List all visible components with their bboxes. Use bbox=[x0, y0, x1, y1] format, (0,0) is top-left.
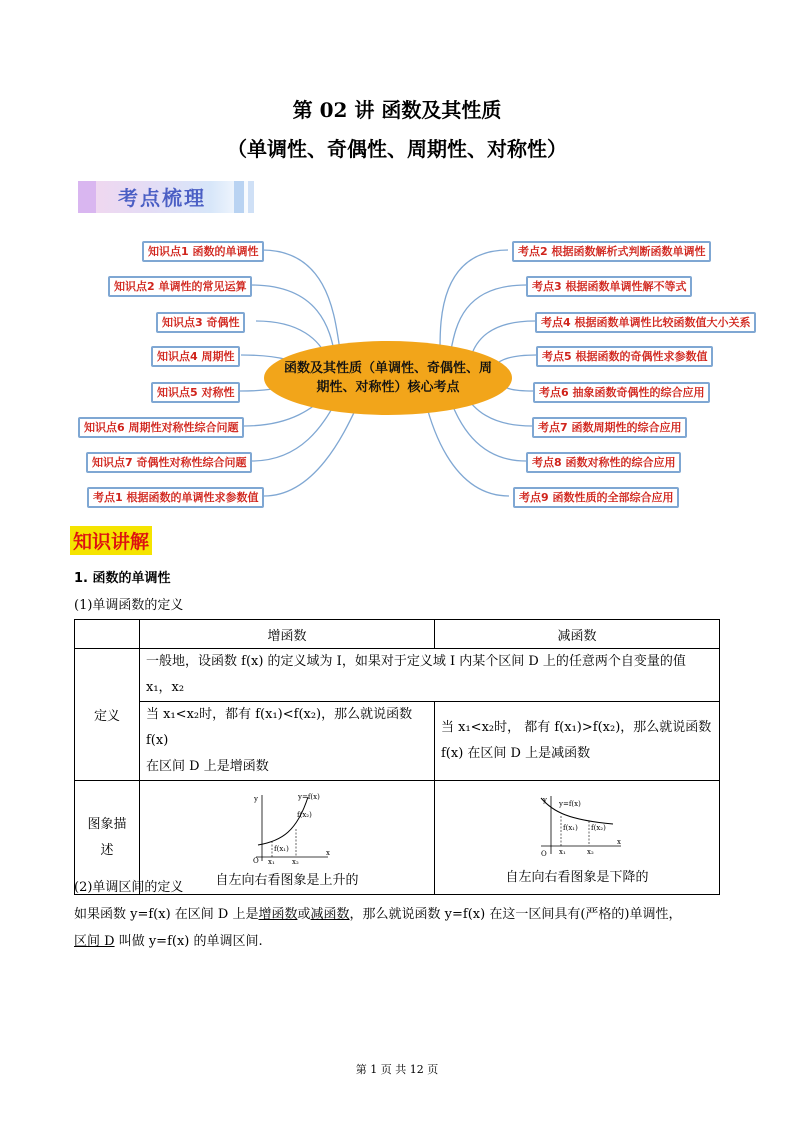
svg-text:f(x₁): f(x₁) bbox=[563, 824, 578, 832]
sub-heading-interval: (2)单调区间的定义 bbox=[74, 880, 184, 895]
definition-decreasing: 当 x₁<x₂时， 都有 f(x₁)>f(x₂)，那么就说函数 f(x) 在区间 D 上是减函数 bbox=[435, 702, 720, 781]
svg-text:f(x₁): f(x₁) bbox=[274, 845, 289, 853]
svg-text:x: x bbox=[326, 849, 330, 857]
caption-increasing: 自左向右看图象是上升的 bbox=[215, 873, 359, 888]
mindmap-right-7: 考点8 函数对称性的综合应用 bbox=[526, 452, 681, 473]
mindmap-right-1: 考点2 根据函数解析式判断函数单调性 bbox=[512, 241, 711, 262]
mindmap-right-6: 考点7 函数周期性的综合应用 bbox=[532, 417, 687, 438]
svg-text:y=f(x): y=f(x) bbox=[559, 800, 581, 808]
mindmap-left-3: 知识点3 奇偶性 bbox=[156, 312, 245, 333]
definition-table bbox=[74, 619, 720, 895]
mindmap-left-6: 知识点6 周期性对称性综合问题 bbox=[78, 417, 244, 438]
mindmap-left-2: 知识点2 单调性的常见运算 bbox=[108, 276, 252, 297]
page-footer: 第 1 页 共 12 页 bbox=[355, 1063, 439, 1076]
table-corner bbox=[75, 620, 140, 649]
caption-decreasing: 自左向右看图象是下降的 bbox=[505, 870, 649, 885]
row-label-definition: 定义 bbox=[75, 649, 140, 781]
definition-increasing: 当 x₁<x₂时，都有 f(x₁)<f(x₂)，那么就说函数 f(x) 在区间 D 上是增函数 bbox=[140, 702, 435, 781]
mindmap-right-3: 考点4 根据函数单调性比较函数值大小关系 bbox=[535, 312, 756, 333]
section-banner bbox=[78, 181, 260, 213]
mindmap-right-4: 考点5 根据函数的奇偶性求参数值 bbox=[536, 346, 713, 367]
decreasing-graph bbox=[529, 794, 625, 860]
svg-text:O: O bbox=[253, 857, 259, 865]
svg-text:x₂: x₂ bbox=[587, 848, 594, 856]
mindmap-left-7: 知识点7 奇偶性对称性综合问题 bbox=[86, 452, 252, 473]
page-title: 第 02 讲 函数及其性质 bbox=[292, 98, 502, 122]
col-header-increasing: 增函数 bbox=[140, 620, 435, 649]
page-subtitle: （单调性、奇偶性、周期性、对称性） bbox=[227, 137, 567, 161]
heading-monotonicity: 1. 函数的单调性 bbox=[74, 571, 171, 586]
svg-text:x₁: x₁ bbox=[268, 858, 275, 865]
banner-label: 考点梳理 bbox=[118, 186, 206, 210]
section-tag: 知识讲解 bbox=[70, 526, 152, 555]
mindmap-right-2: 考点3 根据函数单调性解不等式 bbox=[526, 276, 692, 297]
svg-text:x₁: x₁ bbox=[559, 848, 566, 856]
mindmap-right-5: 考点6 抽象函数奇偶性的综合应用 bbox=[533, 382, 710, 403]
row-label-graph: 图象描 述 bbox=[75, 781, 140, 895]
graph-cell-increasing bbox=[140, 781, 435, 895]
svg-text:f(x₂): f(x₂) bbox=[297, 811, 312, 819]
definition-common: 一般地，设函数 f(x) 的定义域为 I，如果对于定义域 I 内某个区间 D 上的任意两个自变量的值 x₁，x₂ bbox=[140, 649, 720, 702]
svg-text:x: x bbox=[617, 838, 621, 846]
interval-paragraph-2: 区间 D 叫做 y=f(x) 的单调区间. bbox=[74, 934, 263, 949]
increasing-graph bbox=[242, 791, 332, 865]
mindmap-left-4: 知识点4 周期性 bbox=[151, 346, 240, 367]
svg-text:O: O bbox=[541, 850, 547, 858]
mindmap-right-8: 考点9 函数性质的全部综合应用 bbox=[513, 487, 679, 508]
mindmap-left-8: 考点1 根据函数的单调性求参数值 bbox=[87, 487, 264, 508]
svg-text:y=f(x): y=f(x) bbox=[298, 793, 320, 801]
svg-text:x₂: x₂ bbox=[292, 858, 299, 865]
interval-paragraph-1: 如果函数 y=f(x) 在区间 D 上是增函数或减函数，那么就说函数 y=f(x) 在这一区间具有(严格的)单调性， bbox=[74, 907, 682, 922]
col-header-decreasing: 减函数 bbox=[435, 620, 720, 649]
svg-text:f(x₂): f(x₂) bbox=[591, 824, 606, 832]
graph-cell-decreasing bbox=[435, 781, 720, 895]
mindmap-left-5: 知识点5 对称性 bbox=[151, 382, 240, 403]
svg-text:y: y bbox=[254, 795, 258, 803]
svg-text:y: y bbox=[543, 796, 547, 804]
sub-heading-definition: (1)单调函数的定义 bbox=[74, 598, 184, 613]
mindmap-center: 函数及其性质（单调性、奇偶性、周期性、对称性）核心考点 bbox=[264, 341, 512, 415]
mindmap-left-1: 知识点1 函数的单调性 bbox=[142, 241, 264, 262]
